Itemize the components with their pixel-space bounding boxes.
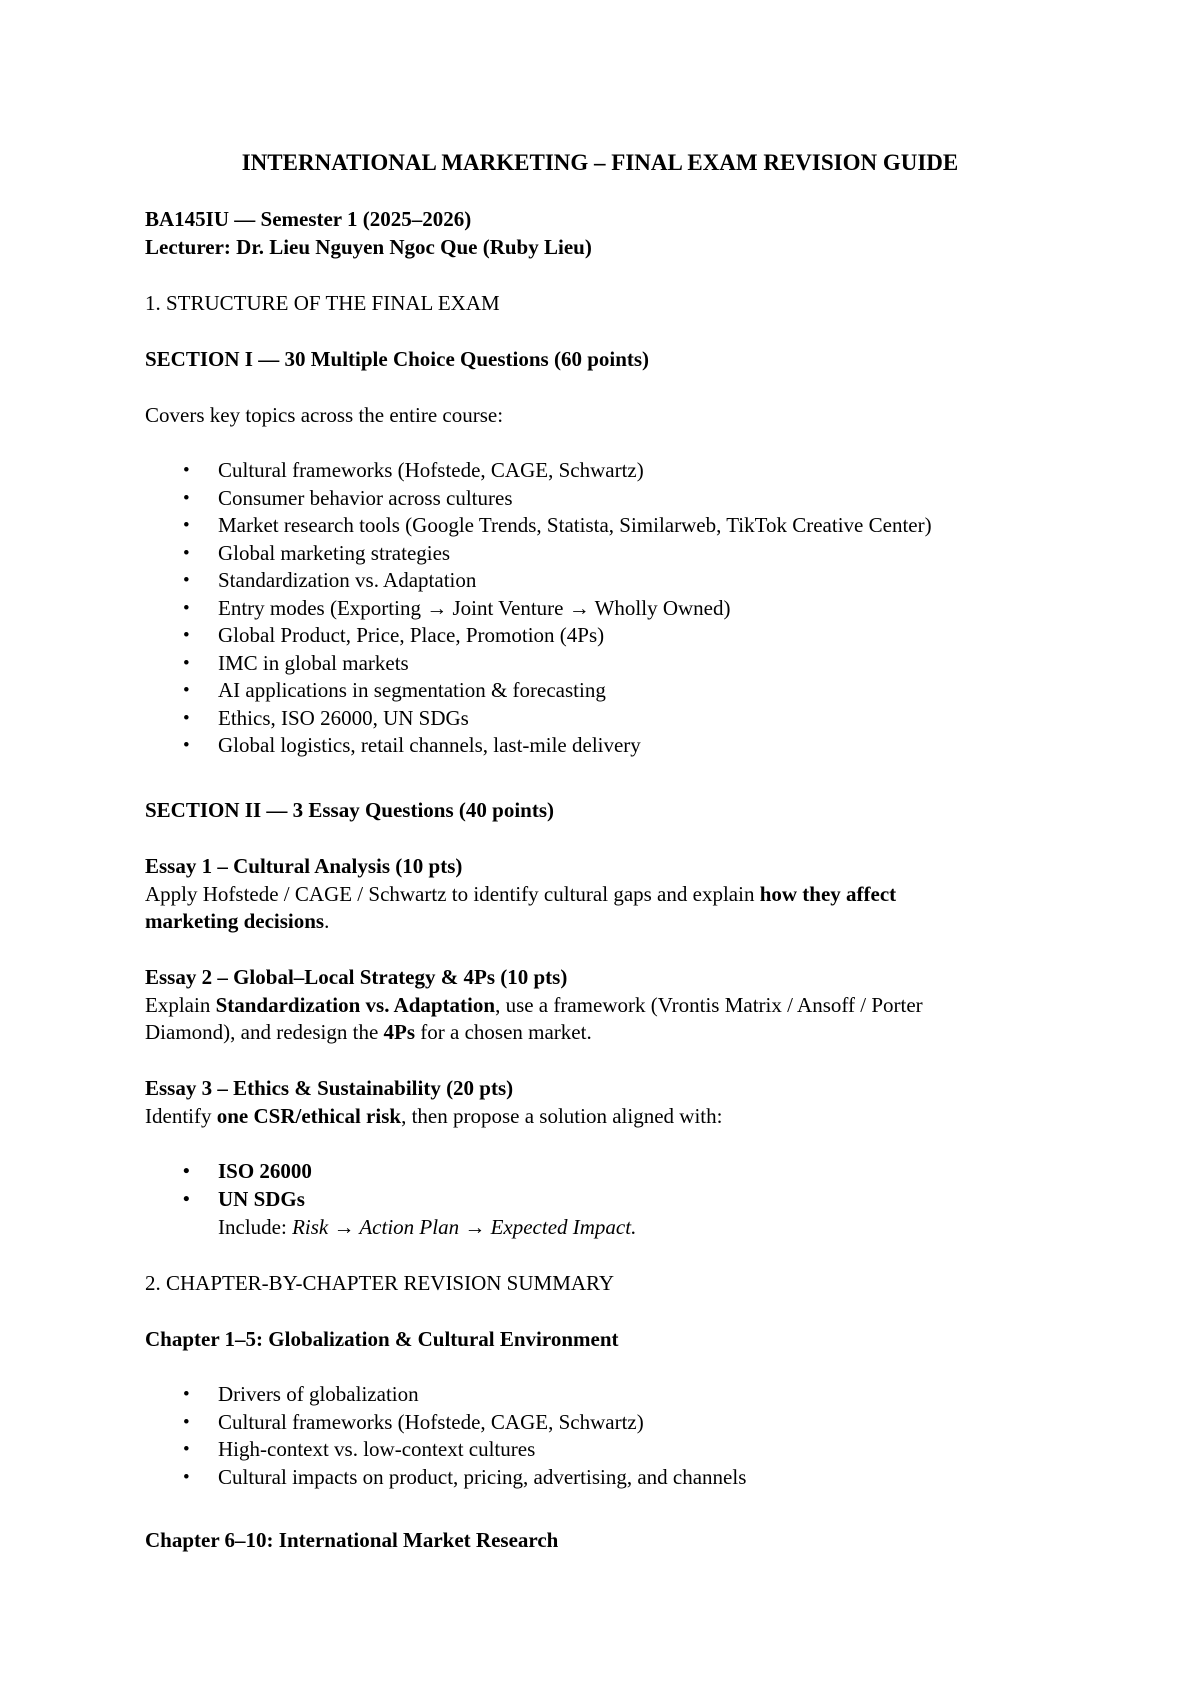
list-item: • High-context vs. low-context cultures <box>145 1436 746 1464</box>
course-line: BA145IU — Semester 1 (2025–2026) <box>145 207 472 231</box>
bullet-icon: • <box>183 1161 190 1182</box>
essay-1-text-line-1: Apply Hofstede / CAGE / Schwartz to identify cultural gaps and explain how they affect <box>145 882 897 906</box>
list-item: • Cultural frameworks (Hofstede, CAGE, Schwartz) <box>145 1409 746 1437</box>
essay-3-heading: Essay 3 – Ethics & Sustainability (20 pts) <box>145 1076 514 1100</box>
chapter-1-5-heading: Chapter 1–5: Globalization & Cultural Environment <box>145 1327 619 1351</box>
section-2-heading: 2. CHAPTER-BY-CHAPTER REVISION SUMMARY <box>145 1271 615 1295</box>
essay-2-heading: Essay 2 – Global–Local Strategy & 4Ps (10 pts) <box>145 965 568 989</box>
essay-3-include-line: Include: Risk → Action Plan → Expected Impact. <box>218 1215 637 1239</box>
bullet-icon: • <box>183 570 190 591</box>
section-i-topic-list <box>145 457 932 760</box>
list-item: • UN SDGs <box>145 1186 312 1214</box>
list-item: • Cultural impacts on product, pricing, advertising, and channels <box>145 1464 746 1492</box>
section-ii-heading: SECTION II — 3 Essay Questions (40 points) <box>145 798 555 822</box>
list-item: • AI applications in segmentation & forecasting <box>145 677 932 705</box>
bullet-icon: • <box>183 1411 190 1433</box>
bullet-icon: • <box>183 652 190 674</box>
bullet-icon: • <box>183 1384 190 1405</box>
document-title: INTERNATIONAL MARKETING – FINAL EXAM REVISION GUIDE <box>241 150 959 175</box>
section-i-intro: Covers key topics across the entire course: <box>145 403 504 427</box>
essay-3-text: Identify one CSR/ethical risk, then propose a solution aligned with: <box>145 1104 723 1128</box>
bullet-icon: • <box>183 625 190 646</box>
list-item: • Standardization vs. Adaptation <box>145 567 932 595</box>
list-item: • Drivers of globalization <box>145 1381 746 1409</box>
list-item: • Entry modes (Exporting → Joint Venture → Wholly Owned) <box>145 595 932 623</box>
bullet-icon: • <box>183 1439 190 1460</box>
essay-1-text-line-2: marketing decisions. <box>145 909 330 933</box>
bullet-icon: • <box>183 1188 190 1210</box>
list-item: • Global marketing strategies <box>145 540 932 568</box>
essay-3-standards-list <box>145 1158 312 1213</box>
list-item: • Global logistics, retail channels, last-mile delivery <box>145 732 932 760</box>
list-item: • Ethics, ISO 26000, UN SDGs <box>145 705 932 733</box>
essay-2-text-line-1: Explain Standardization vs. Adaptation, use a framework (Vrontis Matrix / Ansoff / Porter <box>145 993 923 1017</box>
list-item: • ISO 26000 <box>145 1158 312 1186</box>
list-item: • Market research tools (Google Trends, Statista, Similarweb, TikTok Creative Center) <box>145 512 932 540</box>
chapter-1-5-list <box>145 1381 746 1491</box>
list-item: • Consumer behavior across cultures <box>145 485 932 513</box>
bullet-icon: • <box>183 542 190 564</box>
list-item: • Global Product, Price, Place, Promotion (4Ps) <box>145 622 932 650</box>
bullet-icon: • <box>183 460 190 481</box>
essay-1-heading: Essay 1 – Cultural Analysis (10 pts) <box>145 854 463 878</box>
bullet-icon: • <box>183 707 190 729</box>
section-1-heading: 1. STRUCTURE OF THE FINAL EXAM <box>145 291 500 315</box>
essay-2-text-line-2: Diamond), and redesign the 4Ps for a chosen market. <box>145 1020 592 1044</box>
bullet-icon: • <box>183 680 190 701</box>
bullet-icon: • <box>183 515 190 536</box>
bullet-icon: • <box>183 597 190 619</box>
chapter-6-10-heading: Chapter 6–10: International Market Research <box>145 1528 559 1552</box>
section-i-heading: SECTION I — 30 Multiple Choice Questions (60 points) <box>145 347 650 371</box>
bullet-icon: • <box>183 1466 190 1488</box>
list-item: • Cultural frameworks (Hofstede, CAGE, Schwartz) <box>145 457 932 485</box>
bullet-icon: • <box>183 735 190 756</box>
bullet-icon: • <box>183 487 190 509</box>
lecturer-line: Lecturer: Dr. Lieu Nguyen Ngoc Que (Ruby Lieu) <box>145 235 592 259</box>
list-item: • IMC in global markets <box>145 650 932 678</box>
